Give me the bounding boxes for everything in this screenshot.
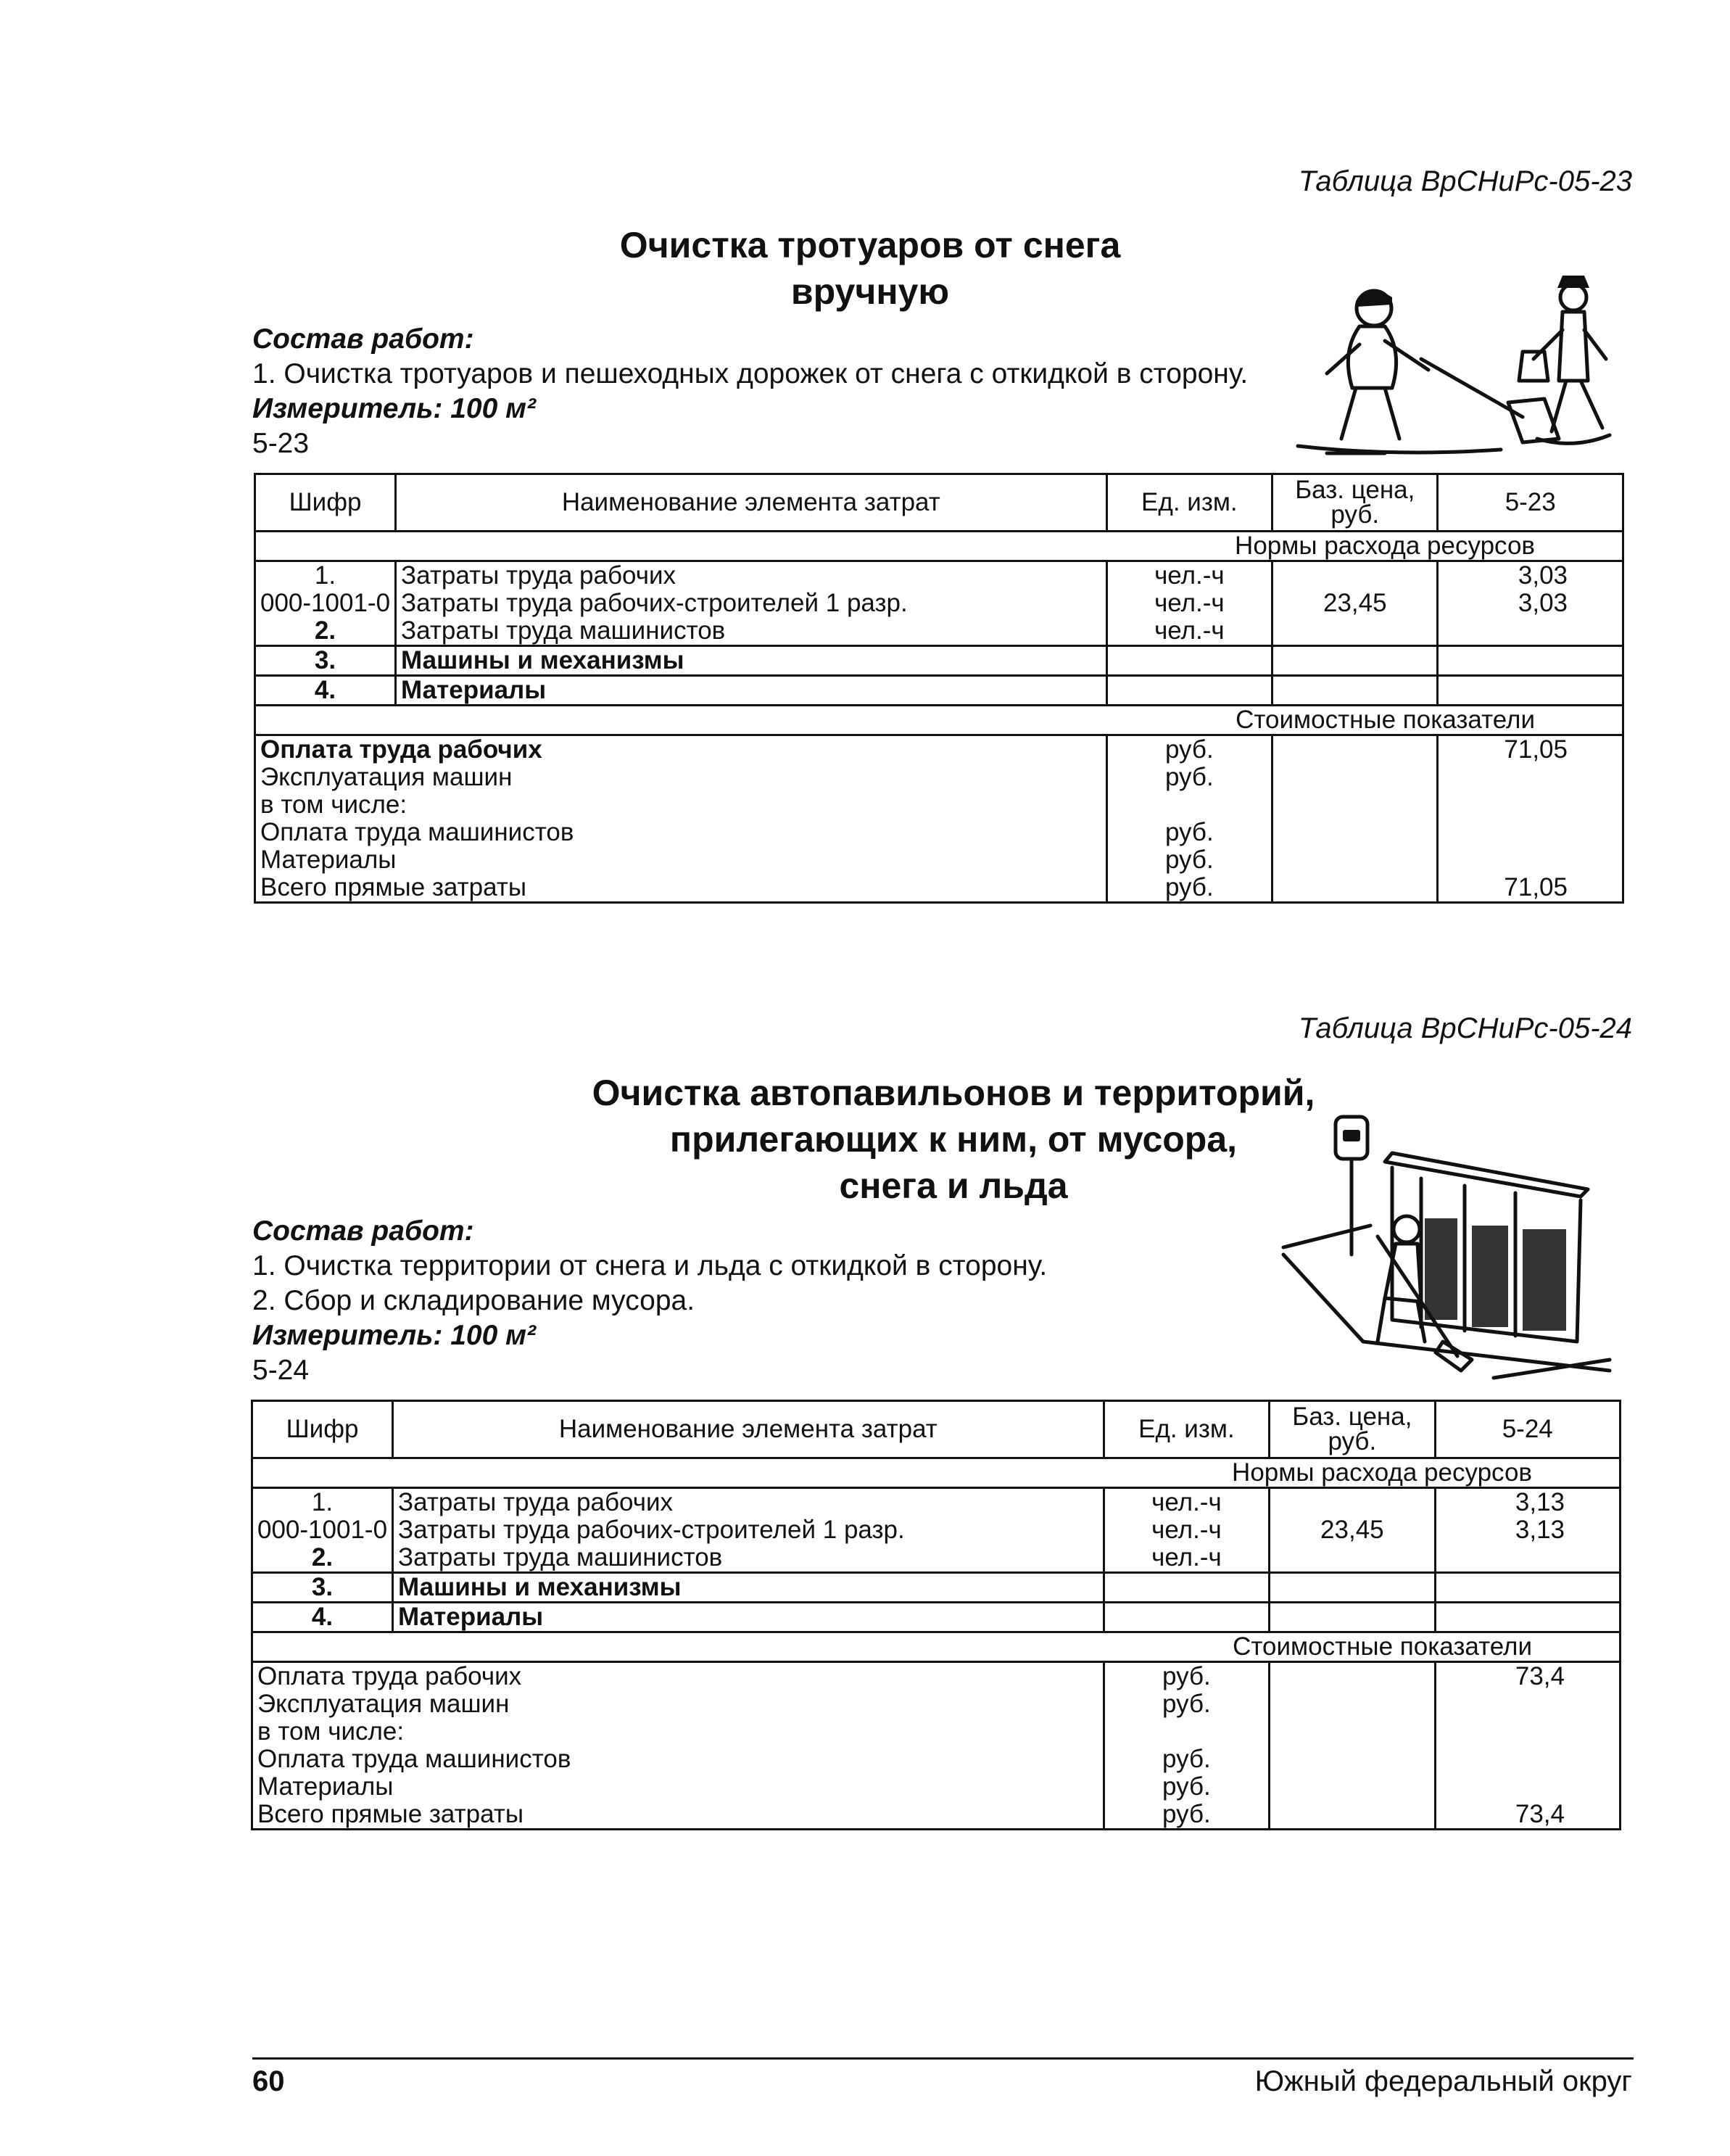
cost-value: 73,4 [1435,1801,1620,1830]
cost-unit: руб. [1106,846,1272,874]
norms-title: Нормы расхода ресурсов [252,1458,1621,1488]
work-item: 1. Очистка территории от снега и льда с откидкой в сторону. [252,1250,1048,1281]
table-row [252,1516,1621,1544]
header-code: Шифр [252,1401,393,1458]
row-unit [1104,1573,1270,1603]
title-line: вручную [790,271,950,312]
header-norm: 5-24 [1435,1401,1620,1458]
row-code: 1. [255,561,396,590]
footer-divider [252,2057,1634,2060]
resource-table [254,473,1624,904]
table-header-row [255,474,1623,532]
header-norm: 5-23 [1438,474,1623,532]
cost-name: Оплата труда рабочих [252,1662,1104,1691]
row-value: 3,13 [1435,1488,1620,1517]
cost-value [1438,764,1623,791]
cost-name: Эксплуатация машин [252,1690,1104,1718]
cost-unit [1106,791,1272,819]
cost-name: Оплата труда рабочих [255,735,1107,764]
cost-name: в том числе: [255,791,1107,819]
cost-row [252,1746,1621,1773]
page-number: 60 [252,2065,285,2097]
row-price: 23,45 [1272,590,1438,617]
cost-value [1435,1746,1620,1773]
header-unit: Ед. изм. [1104,1401,1270,1458]
cost-unit: руб. [1106,764,1272,791]
cost-name: Эксплуатация машин [255,764,1107,791]
row-code: 3. [252,1573,393,1603]
norms-section-row [252,1458,1621,1488]
cost-unit: руб. [1104,1773,1270,1801]
cost-title: Стоимостные показатели [252,1632,1621,1662]
table-row [252,1573,1621,1603]
row-price [1272,561,1438,590]
row-price [1270,1603,1435,1632]
row-unit: чел.-ч [1106,590,1272,617]
row-price [1270,1573,1435,1603]
row-price [1272,676,1438,706]
row-code: 2. [255,617,396,646]
cost-section-row [252,1632,1621,1662]
table-row [255,676,1623,706]
cost-name: Всего прямые затраты [255,874,1107,903]
cost-value: 71,05 [1438,874,1623,903]
cost-name: Материалы [255,846,1107,874]
section-title [522,222,1218,315]
cost-unit: руб. [1106,874,1272,903]
cost-name: Оплата труда машинистов [252,1746,1104,1773]
row-value: 3,03 [1438,561,1623,590]
table-row [252,1488,1621,1517]
row-unit: чел.-ч [1104,1516,1270,1544]
header-price: Баз. цена, руб. [1272,474,1438,532]
cost-row [252,1801,1621,1830]
row-price: 23,45 [1270,1516,1435,1544]
work-item: 1. Очистка тротуаров и пешеходных дорожек от снега с откидкой в сторону. [252,358,1249,389]
cost-row [252,1718,1621,1746]
cost-row [252,1690,1621,1718]
work-composition-label: Состав работ: [252,1215,474,1247]
row-unit: чел.-ч [1106,617,1272,646]
row-unit: чел.-ч [1104,1544,1270,1573]
row-price [1272,617,1438,646]
title-line: прилегающих к ним, от мусора, [669,1119,1238,1160]
cost-row [255,874,1623,903]
cost-unit: руб. [1104,1801,1270,1830]
row-unit [1106,676,1272,706]
meter-label: Измеритель: 100 м² [252,1320,536,1351]
resource-table [251,1400,1621,1830]
bus-stop-cleaning-illustration-icon [1276,1110,1624,1385]
cost-row [255,819,1623,846]
table-row [255,561,1623,590]
norm-code: 5-23 [252,428,310,459]
row-unit: чел.-ч [1106,561,1272,590]
row-unit [1106,646,1272,676]
row-name: Материалы [393,1603,1104,1632]
cost-unit: руб. [1104,1746,1270,1773]
cost-value [1435,1718,1620,1746]
row-code: 000-1001-0 [252,1516,393,1544]
cost-value: 71,05 [1438,735,1623,764]
cost-section-row [255,706,1623,735]
cost-row [252,1662,1621,1691]
table-row [255,617,1623,646]
cost-name: Материалы [252,1773,1104,1801]
row-value [1438,646,1623,676]
row-name: Затраты труда рабочих-строителей 1 разр. [396,590,1107,617]
cost-unit: руб. [1104,1690,1270,1718]
cost-unit [1104,1718,1270,1746]
cost-value: 73,4 [1435,1662,1620,1691]
work-composition-label: Состав работ: [252,323,474,355]
header-unit: Ед. изм. [1106,474,1272,532]
row-price [1270,1488,1435,1517]
row-name: Машины и механизмы [396,646,1107,676]
cost-unit: руб. [1106,819,1272,846]
title-line: снега и льда [839,1165,1068,1206]
cost-row [255,764,1623,791]
row-name: Затраты труда рабочих-строителей 1 разр. [393,1516,1104,1544]
table-row [252,1544,1621,1573]
table-caption: Таблица ВрСНиРс-05-24 [1298,1012,1632,1044]
norms-section-row [255,532,1623,561]
row-price [1270,1544,1435,1573]
row-value [1435,1603,1620,1632]
header-name: Наименование элемента затрат [396,474,1107,532]
row-name: Материалы [396,676,1107,706]
row-code: 2. [252,1544,393,1573]
row-code: 4. [252,1603,393,1632]
footer-region: Южный федеральный округ [1254,2065,1632,2097]
cost-name: Всего прямые затраты [252,1801,1104,1830]
cost-row [255,846,1623,874]
row-name: Затраты труда рабочих [396,561,1107,590]
norm-code: 5-24 [252,1355,310,1386]
row-value [1435,1544,1620,1573]
row-unit: чел.-ч [1104,1488,1270,1517]
section-title [522,1070,1385,1209]
row-name: Затраты труда машинистов [393,1544,1104,1573]
row-code: 1. [252,1488,393,1517]
snow-shoveling-illustration-icon [1283,272,1617,460]
table-row [252,1603,1621,1632]
title-line: Очистка тротуаров от снега [619,225,1121,265]
header-name: Наименование элемента затрат [393,1401,1104,1458]
row-value: 3,03 [1438,590,1623,617]
table-caption: Таблица ВрСНиРс-05-23 [1298,165,1632,197]
header-price: Баз. цена, руб. [1270,1401,1435,1458]
table-row [255,646,1623,676]
row-value [1438,617,1623,646]
cost-name: в том числе: [252,1718,1104,1746]
table-header-row [252,1401,1621,1458]
row-code: 4. [255,676,396,706]
row-code: 3. [255,646,396,676]
cost-value [1438,791,1623,819]
header-code: Шифр [255,474,396,532]
row-value [1438,676,1623,706]
cost-row [255,735,1623,764]
cost-title: Стоимостные показатели [255,706,1623,735]
row-price [1272,646,1438,676]
meter-label: Измеритель: 100 м² [252,393,536,424]
cost-unit: руб. [1104,1662,1270,1691]
row-unit [1104,1603,1270,1632]
row-value [1435,1573,1620,1603]
cost-value [1438,819,1623,846]
row-name: Затраты труда машинистов [396,617,1107,646]
cost-value [1435,1690,1620,1718]
row-code: 000-1001-0 [255,590,396,617]
work-item: 2. Сбор и складирование мусора. [252,1285,695,1316]
cost-value [1435,1773,1620,1801]
row-name: Затраты труда рабочих [393,1488,1104,1517]
cost-value [1438,846,1623,874]
row-name: Машины и механизмы [393,1573,1104,1603]
cost-name: Оплата труда машинистов [255,819,1107,846]
title-line: Очистка автопавильонов и территорий, [592,1073,1315,1113]
table-row [255,590,1623,617]
cost-row [252,1773,1621,1801]
row-value: 3,13 [1435,1516,1620,1544]
cost-row [255,791,1623,819]
norms-title: Нормы расхода ресурсов [255,532,1623,561]
cost-unit: руб. [1106,735,1272,764]
